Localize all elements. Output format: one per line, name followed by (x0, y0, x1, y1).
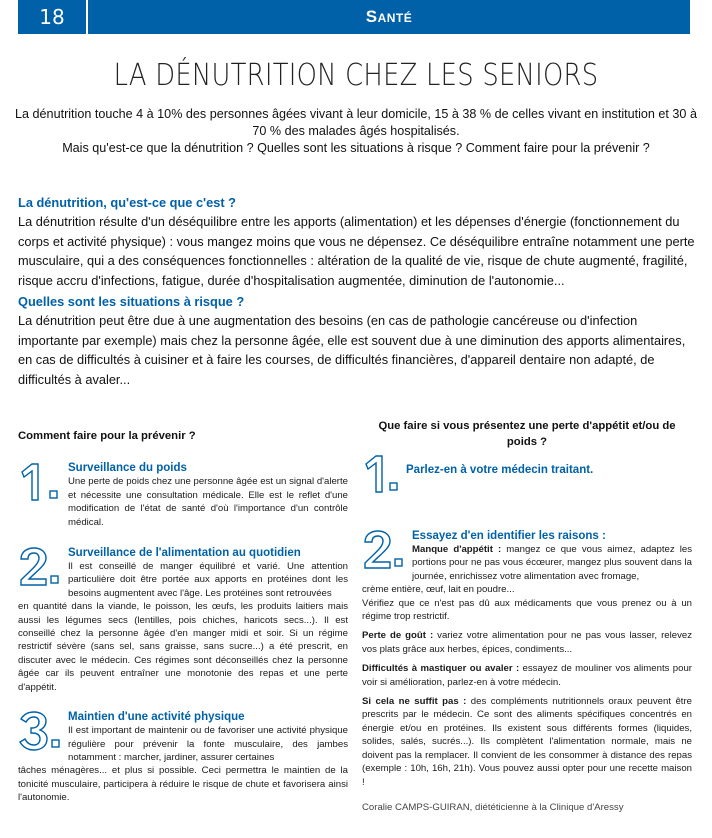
appetite-loss-text: Manque d'appétit : mangez ce que vous aimez, adaptez les portions pour ne pas vous écœurer, mangez plus souvent dans la journée, enrichissez votre alimentation avec fromage, (412, 544, 692, 582)
page-title: LA DÉNUTRITION CHEZ LES SENIORS (113, 58, 599, 93)
appetite-step-1-title: Parlez-en à votre médecin traitant. (406, 464, 594, 476)
appetite-step-2-title: Essayez d'en identifier les raisons : (412, 530, 606, 542)
section-definition (18, 194, 698, 290)
prevention-heading: Comment faire pour la prévenir ? (18, 430, 196, 442)
section-risks-heading: Quelles sont les situations à risque ? (18, 294, 245, 309)
section-risks-body: La dénutrition peut être due à une augmentation des besoins (en cas de pathologie cancéreuse ou d'infection importante par exemple) mais chez la personne âgée, elle est souvent due à une diminution des apports alimentaires, en cas de difficultés à cuisiner et à faire les courses, de difficultés financières, d'appareil dentaire non adapté, de difficultés à avaler... (18, 313, 686, 387)
appetite-loss-label: Manque d'appétit : (412, 544, 502, 555)
section-definition-heading: La dénutrition, qu'est-ce que c'est ? (18, 195, 236, 210)
section-risks (18, 293, 698, 389)
right-column (362, 418, 692, 789)
intro (10, 106, 702, 157)
number-1-icon (362, 454, 410, 494)
section-definition-body: La dénutrition résulte d'un déséquilibre entre les apports (alimentation) et les dépenses d'énergie (fonctionnement du corps et activité physique) : vous mangez moins que vous ne dépensez. Ce déséquilibre entraîne notamment une perte musculaire, qui a des conséquences fonctionnelles : altération de la qualité de vie, risque de chute augmenté, fragilité, risque accru d'infections, fatigue, durée d'hospitalisation augmentée, diminution de l'autonomie... (18, 214, 695, 288)
step-3-body: tâches ménagères... et plus si possible. Ceci permettra le maintien de la tonicité musculaire, participera à réduire le risque de chute et favorisera ainsi l'autonomie. (18, 765, 348, 804)
number-1-icon (18, 462, 66, 502)
page-number: 18 (18, 0, 88, 34)
number-2-icon (362, 530, 410, 570)
appetite-step-2 (362, 530, 692, 789)
step-2-title: Surveillance de l'alimentation au quotidien (68, 547, 301, 560)
prevention-step-2 (18, 547, 348, 694)
intro-stats: La dénutrition touche 4 à 10% des personnes âgées vivant à leur domicile, 15 à 38 % de celles vivant en institution et 30 à 70 % des malades âgés hospitalisés. (15, 107, 697, 138)
taste-loss-label: Perte de goût : (362, 630, 434, 642)
appetite-heading: Que faire si vous présentez une perte d'appétit et/ou de poids ? (378, 420, 676, 448)
section-name: Santé (365, 7, 413, 26)
supplements-text: Si cela ne suffit pas : des compléments nutritionnels oraux peuvent être prescrits par le médecin. Ce sont des aliments spécifiques concentrés en énergie et/ou en protéines. Ils existent sous différents formes (liquides, solides, salés, sucrés...). Ils complètent l'alimentation normale, mais ne doivent pas la remplacer. Il convient de les consommer à distance des repas (exemple : 10h, 16h, 21h). Vous pouvez aussi opter pour une recette maison ! (362, 696, 692, 788)
appetite-step-1 (362, 454, 692, 498)
chewing-text: Difficultés à mastiquer ou avaler : essayez de mouliner vos aliments pour voir si amélioration, parlez-en à votre médecin. (362, 663, 692, 688)
number-2-icon (18, 547, 66, 587)
header-bar (18, 0, 690, 34)
supplements-label: Si cela ne suffit pas : (362, 696, 467, 708)
step-3-body-indented: Il est important de maintenir ou de favoriser une activité physique régulière pour prévenir la fonte musculaire, des jambes notamment : marcher, jardiner, assurer certaines (68, 725, 348, 763)
prevention-step-1 (18, 462, 348, 529)
taste-loss-text: Perte de goût : variez votre alimentation pour ne pas vous lasser, relevez vos plats grâce aux herbes, épices, condiments... (362, 630, 692, 655)
step-1-body: Une perte de poids chez une personne âgée est un signal d'alerte et nécessite une consultation médicale. Elle est le reflet d'une modification de l'état de santé d'où l'importance d'un contrôle médical. (68, 476, 348, 528)
step-3-title: Maintien d'une activité physique (68, 711, 245, 724)
medication-check-text: Vérifiez que ce n'est pas dû aux médicaments que vous prenez ou à un régime trop restrictif. (362, 597, 692, 623)
step-2-body-indented: Il est conseillé de manger équilibré et varié. Une attention particulière doit être portée aux apports en protéines dont les besoins augmentent avec l'âge. Les protéines sont retrouvées (68, 561, 348, 599)
intro-questions: Mais qu'est-ce que la dénutrition ? Quelles sont les situations à risque ? Comment faire pour la prévenir ? (62, 141, 650, 155)
step-1-title: Surveillance du poids (68, 462, 187, 475)
chewing-label: Difficultés à mastiquer ou avaler : (362, 663, 520, 675)
left-column (18, 430, 348, 805)
step-2-body: en quantité dans la viande, le poisson, les œufs, les produits laitiers mais aussi les légumes secs (lentilles, pois chiches, haricots secs...). Il est conseillé chez la personne âgée d'en manger midi et soir. Si un régime restrictif sévère (sans sel, sans graisse, sans sucre...) a été prescrit, en discuter avec le médecin. Ces régimes sont déconseillés chez la personne âgée car ils peuvent entraîner une monotonie des repas et une perte d'appétit. (18, 601, 348, 693)
author-signature: Coralie CAMPS-GUIRAN, diététicienne à la Clinique d'Aressy (362, 802, 624, 813)
number-3-icon (18, 711, 66, 751)
prevention-step-3 (18, 711, 348, 804)
appetite-loss-text-cont: crème entière, œuf, lait en poudre... (362, 584, 515, 596)
